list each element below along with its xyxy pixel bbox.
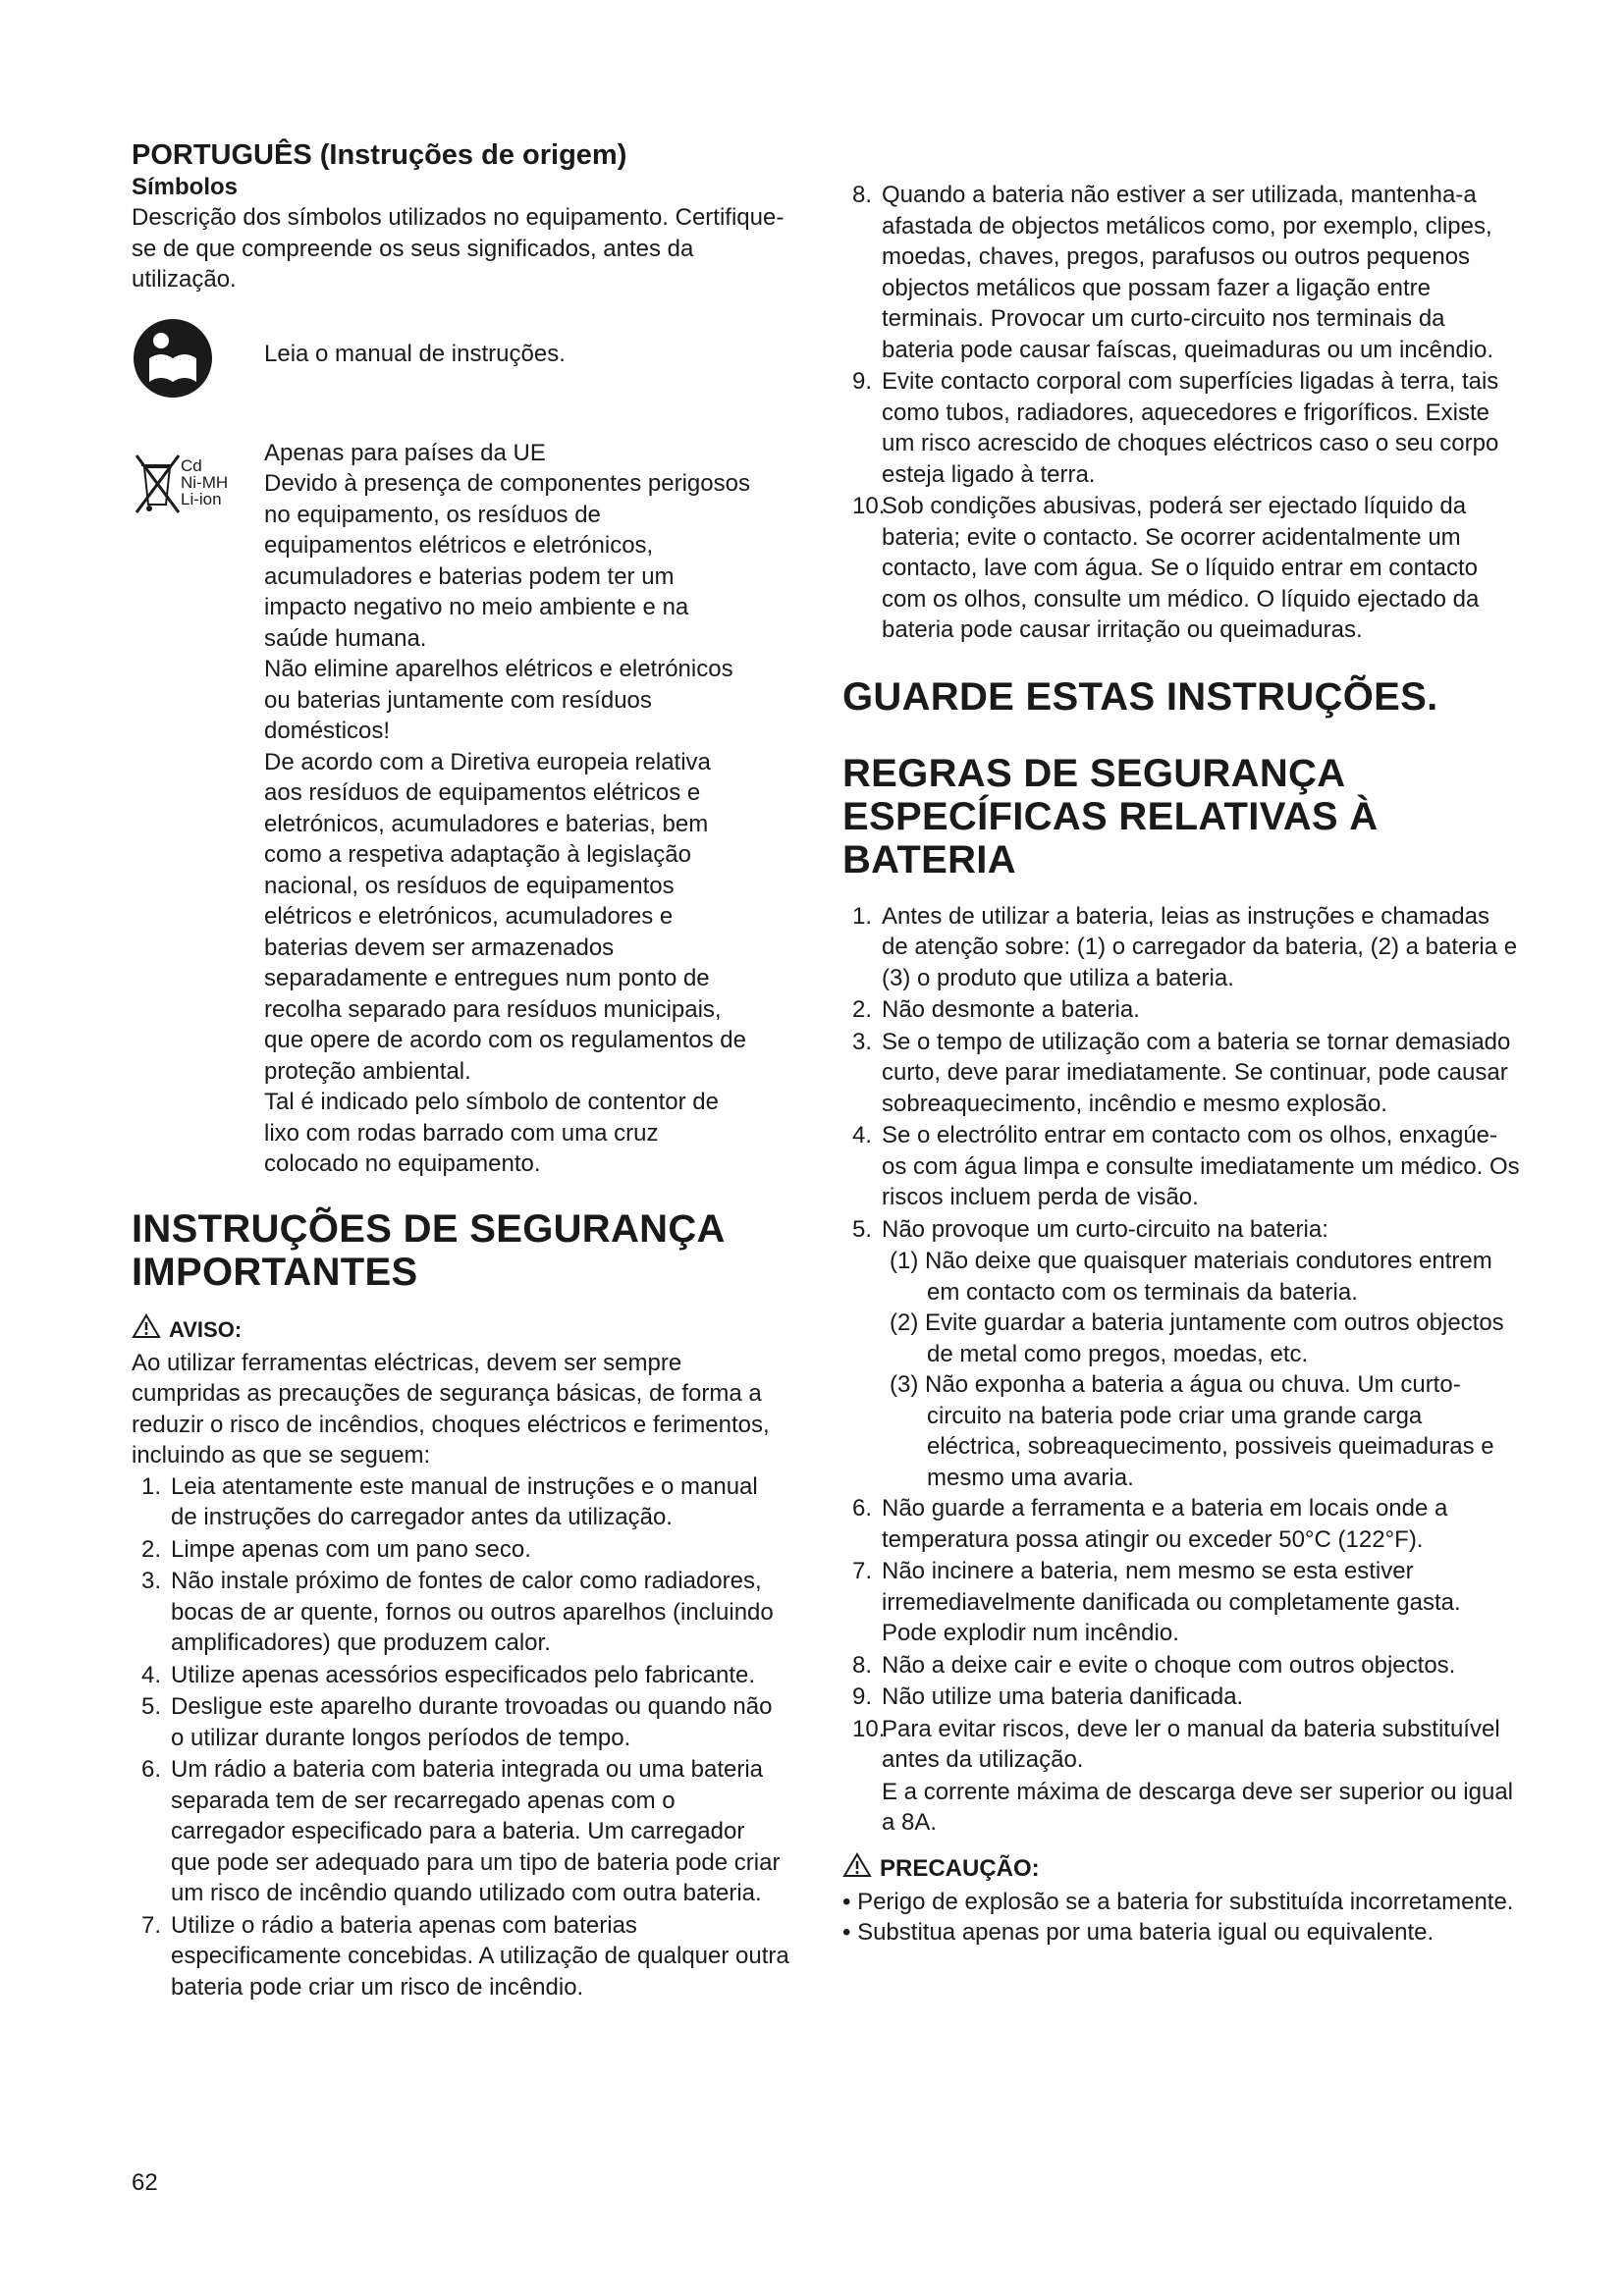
safety-title: INSTRUÇÕES DE SEGURANÇA IMPORTANTES (132, 1206, 725, 1294)
list-item: 5. Não provoque um curto-circuito na bateria: (852, 1215, 1328, 1243)
list-item: 1. Antes de utilizar a bateria, leias as instruções e chamadas de atenção sobre: (1) o carregador da bateria, (2) a bateria e (3) o produto que utiliza a bateria. (852, 902, 1518, 991)
bullet-item: • Substitua apenas por uma bateria igual ou equivalente. (842, 1919, 1435, 1946)
crossed-bin-icon (132, 438, 264, 1180)
caution-heading (842, 1852, 1520, 1887)
sublist-item: (1) Não deixe que quaisquer materiais condutores entrem em contacto com os terminais da bateria. (890, 1248, 1492, 1306)
bin-label-nimh: Ni-MH (181, 472, 229, 492)
caution-label: PRECAUÇÃO: (880, 1855, 1040, 1882)
symbol-row-weee (132, 438, 789, 1180)
list-item: 5. Desligue este aparelho durante trovoadas ou quando não o utilizar durante longos períodos de tempo. (141, 1693, 773, 1751)
list-item: 9. Não utilize uma bateria danificada. (852, 1683, 1244, 1710)
battery-rules-title: REGRAS DE SEGURANÇA ESPECÍFICAS RELATIVAS À BATERIA (842, 751, 1379, 881)
page-number: 62 (132, 2169, 158, 2196)
warning-intro: Ao utilizar ferramentas eléctricas, devem ser sempre cumpridas as precauções de segurança básicas, de forma a reduzir o risco de incêndios, choques eléctricos e ferimentos, incluindo as que se seguem: (132, 1349, 770, 1468)
list-item: 4. Utilize apenas acessórios especificados pelo fabricante. (141, 1661, 755, 1688)
list-item: 9. Evite contacto corporal com superfícies ligadas à terra, tais como tubos, radiadores, aquecedores e frigoríficos. Existe um risco acrescido de choques eléctricos caso o seu corpo esteja ligado à terra. (852, 368, 1499, 488)
warning-heading (132, 1313, 789, 1348)
caution-triangle-icon (842, 1852, 880, 1887)
list-item: 2. Não desmonte a bateria. (852, 996, 1140, 1023)
battery-list (842, 901, 1520, 1246)
weee-paragraph: Tal é indicado pelo símbolo de contentor de lixo com rodas barrado com uma cruz colocado no equipamento. (264, 1089, 719, 1177)
weee-paragraph: De acordo com a Diretiva europeia relativa aos resíduos de equipamentos elétricos e eletrónicos, acumuladores e baterias, bem como a respetiva adaptação à legislação nacional, os resíduos de equipamentos elétricos e eletrónicos, acumuladores e baterias devem ser armazenados separadamente e entregues num ponto de recolha separado para resíduos municipais, que opere de acordo com os regulamentos de proteção ambiental. (264, 748, 746, 1085)
left-column (132, 137, 789, 2003)
bin-label-cd: Cd (181, 455, 202, 475)
list-item: 10.Para evitar riscos, deve ler o manual da bateria substituível antes da utilização. (852, 1715, 1500, 1773)
list-item: 10.Sob condições abusivas, poderá ser ejectado líquido da bateria; evite o contacto. Se ocorrer acidentalmente um contacto, lave com água. Se o líquido entrar em contacto com os olhos, consulte um médico. O líquido ejectado da bateria pode causar irritação ou queimaduras. (852, 493, 1480, 643)
right-column (842, 180, 1520, 1949)
symbol-row-manual (132, 317, 789, 404)
list-item: 3. Se o tempo de utilização com a bateria se tornar demasiado curto, deve parar imediatamente. Se continuar, pode causar sobreaquecimento, incêndio e mesmo explosão. (852, 1028, 1511, 1117)
bin-labels (181, 457, 228, 507)
weee-paragraph: Devido à presença de componentes perigosos no equipamento, os resíduos de equipamentos elétricos e eletrónicos, acumuladores e baterias podem ter um impacto negativo no meio ambiente e na saúde humana. (264, 470, 750, 652)
language-title: PORTUGUÊS (Instruções de origem) (132, 139, 627, 171)
list-item: 3. Não instale próximo de fontes de calor como radiadores, bocas de ar quente, fornos ou outros aparelhos (incluindo amplificadores) que produzem calor. (141, 1568, 774, 1656)
symbols-intro: Descrição dos símbolos utilizados no equipamento. Certifique-se de que compreende os seus significados, antes da utilização. (132, 204, 785, 293)
sublist-item: (2) Evite guardar a bateria juntamente com outros objectos de metal como pregos, moedas, etc. (890, 1309, 1504, 1367)
battery-list-continued (842, 1493, 1520, 1776)
bullet-item: • Perigo de explosão se a bateria for substituída incorretamente. (842, 1888, 1514, 1915)
weee-paragraph: Apenas para países da UE (264, 439, 546, 466)
list-item: 2. Limpe apenas com um pano seco. (141, 1535, 531, 1563)
sublist-item: (3) Não exponha a bateria a água ou chuva. Um curto-circuito na bateria pode criar uma grande carga eléctrica, sobreaquecimento, possiveis queimaduras e mesmo uma avaria. (890, 1371, 1494, 1491)
bin-label-liion: Li-ion (181, 489, 222, 508)
list-item: 1. Leia atentamente este manual de instruções e o manual de instruções do carregador antes da utilização. (141, 1472, 758, 1530)
read-manual-icon (132, 317, 264, 404)
safety-list-continued (842, 180, 1520, 646)
item10-extra: E a corrente máxima de descarga deve ser superior ou igual a 8A. (882, 1778, 1514, 1836)
keep-instructions-title: GUARDE ESTAS INSTRUÇÕES. (842, 674, 1438, 719)
weee-paragraph: Não elimine aparelhos elétricos e eletrónicos ou baterias juntamente com resíduos domésticos! (264, 656, 733, 744)
list-item: 8. Não a deixe cair e evite o choque com outros objectos. (852, 1651, 1456, 1679)
list-item: 7. Não incinere a bateria, nem mesmo se esta estiver irremediavelmente danificada ou completamente gasta. Pode explodir num incêndio. (852, 1558, 1461, 1646)
caution-list (842, 1887, 1520, 1949)
symbol-manual-text: Leia o manual de instruções. (264, 340, 566, 367)
list-item: 8. Quando a bateria não estiver a ser utilizada, mantenha-a afastada de objectos metálicos como, por exemplo, clipes, moedas, chaves, pregos, parafusos ou outros pequenos objectos metálicos que possam fazer a ligação entre terminais. Provocar um curto-circuito nos terminais da bateria pode causar faíscas, queimaduras ou um incêndio. (852, 182, 1494, 363)
warning-label: AVISO: (169, 1317, 243, 1342)
list-item: 4. Se o electrólito entrar em contacto com os olhos, enxagúe-os com água limpa e consulte imediatamente um médico. Os riscos incluem perda de visão. (852, 1122, 1520, 1210)
list-item: 6. Não guarde a ferramenta e a bateria em locais onde a temperatura possa atingir ou exceder 50°C (122°F). (852, 1495, 1448, 1553)
warning-triangle-icon (132, 1313, 169, 1348)
symbols-heading: Símbolos (132, 174, 239, 200)
battery-sublist (842, 1246, 1520, 1493)
safety-list (132, 1471, 789, 2003)
list-item: 6. Um rádio a bateria com bateria integrada ou uma bateria separada tem de ser recarregado apenas com o carregador especificado para a bateria. Um carregador que pode ser adequado para um tipo de bateria pode criar um risco de incêndio quando utilizado com outra bateria. (141, 1756, 781, 1906)
list-item: 7. Utilize o rádio a bateria apenas com baterias especificamente concebidas. A utilização de qualquer outra bateria pode criar um risco de incêndio. (141, 1911, 789, 2001)
